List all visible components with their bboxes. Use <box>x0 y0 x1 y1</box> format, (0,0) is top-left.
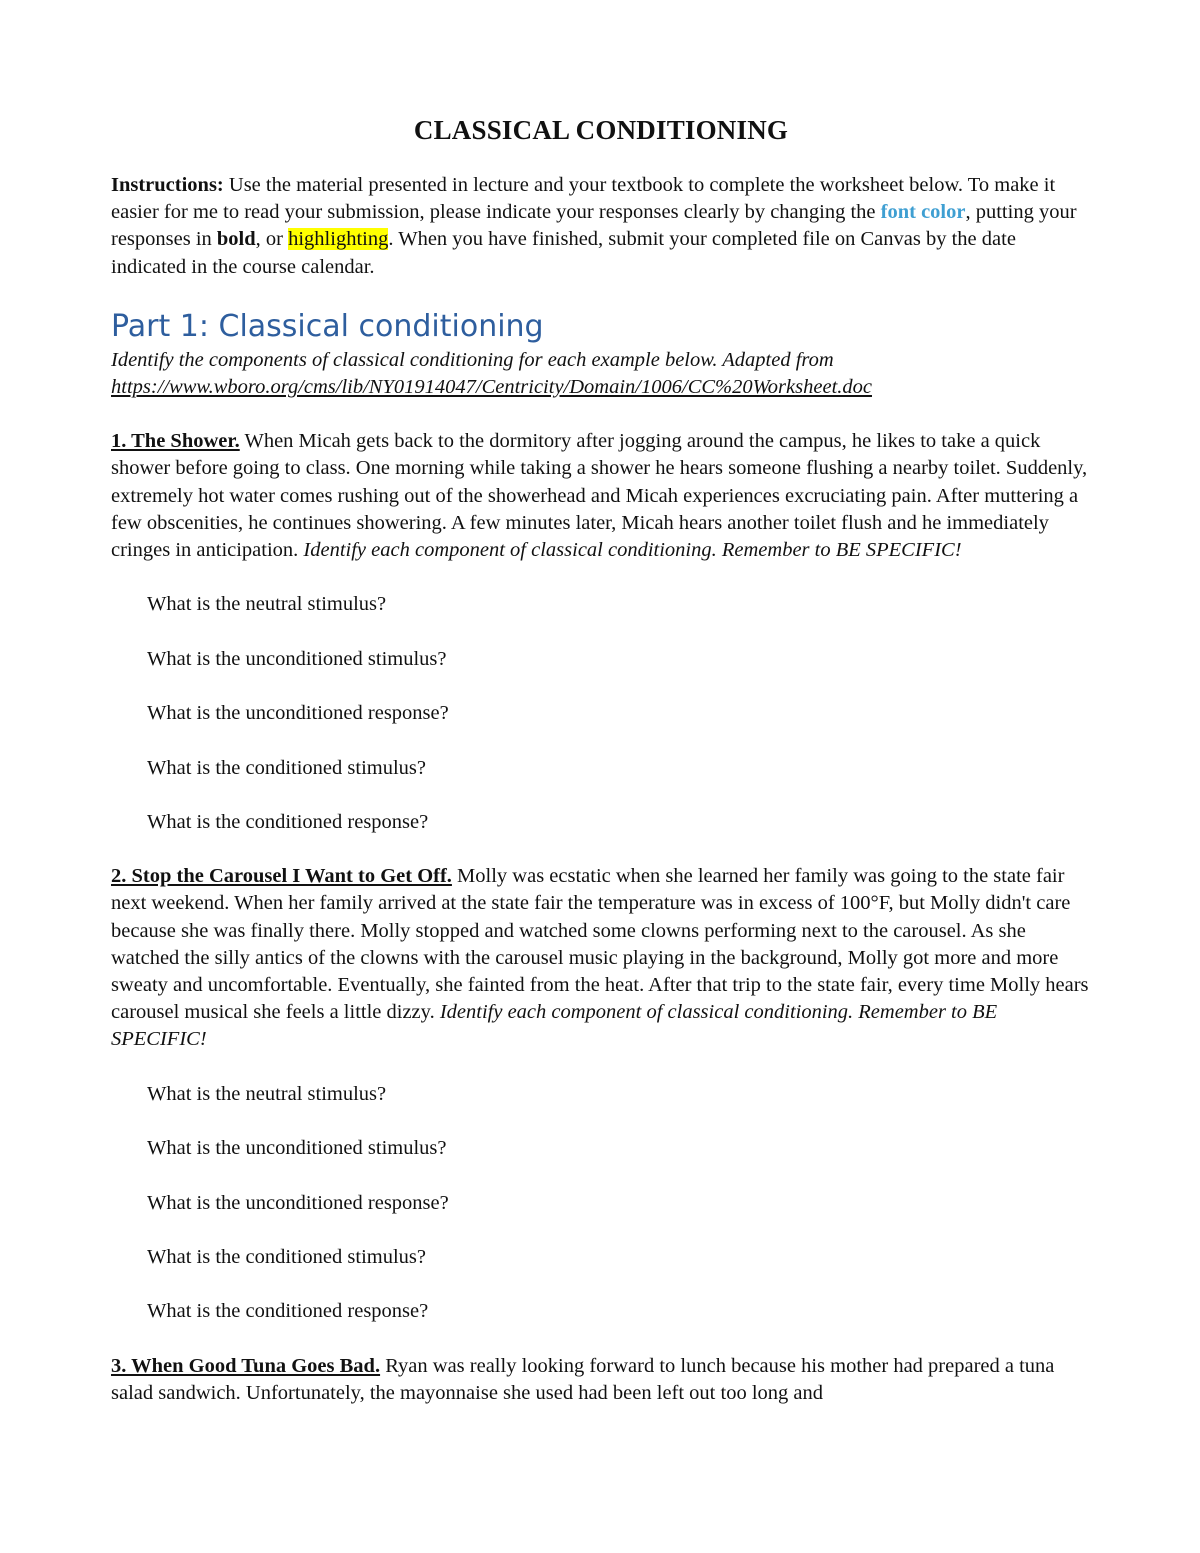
question-item: What is the conditioned response? <box>147 1300 429 1323</box>
question-item: What is the neutral stimulus? <box>147 1082 387 1105</box>
scenario-body: Ryan was really looking forward to lunch because his mother had prepared a tuna salad sandwich. Unfortunately, the mayonnaise she used had been left out too long and <box>111 1354 1055 1404</box>
scenario-title: 1. The Shower. <box>111 430 240 453</box>
part1-intro: Identify the components of classical conditioning for each example below. Adapted from <box>111 348 834 371</box>
question-item: What is the conditioned stimulus? <box>147 1245 426 1268</box>
bold-example: bold <box>216 228 256 251</box>
instructions-text: . When you have finished, submit your completed file on Canvas by the date indicated in the course calendar. <box>111 228 1016 278</box>
question-item: What is the unconditioned response? <box>147 1191 449 1214</box>
question-item: What is the conditioned response? <box>147 810 429 833</box>
instructions-label: Instructions: <box>111 174 224 196</box>
question-item: What is the conditioned stimulus? <box>147 756 426 779</box>
part1-heading: Part 1: Classical conditioning <box>111 308 544 344</box>
scenario-title: 3. When Good Tuna Goes Bad. <box>111 1354 381 1377</box>
scenario-2 <box>111 863 1091 1053</box>
question-item: What is the neutral stimulus? <box>147 593 387 616</box>
instructions-text: , putting your responses in <box>111 201 1077 251</box>
scenario-instruction: Identify each component of classical conditioning. Remember to BE SPECIFIC! <box>111 1001 998 1051</box>
source-link-line <box>111 374 1091 401</box>
instructions-text: , or <box>255 228 289 251</box>
question-item: What is the unconditioned stimulus? <box>147 647 447 670</box>
instructions-text: Use the material presented in lecture and your textbook to complete the worksheet below. To make it easier for me to read your submission, please indicate your responses clearly by changing the <box>111 174 1056 224</box>
page-title: CLASSICAL CONDITIONING <box>413 115 789 145</box>
scenario-title: 2. Stop the Carousel I Want to Get Off. <box>111 865 452 888</box>
font-color-example: font color <box>880 201 966 224</box>
question-item: What is the unconditioned stimulus? <box>147 1137 447 1160</box>
question-list <box>111 591 1091 836</box>
scenario-instruction: Identify each component of classical conditioning. Remember to BE SPECIFIC! <box>303 539 962 562</box>
highlighting-example: highlighting <box>288 228 389 251</box>
question-list <box>111 1081 1091 1326</box>
scenario-body: When Micah gets back to the dormitory after jogging around the campus, he likes to take a quick shower before going to class. One morning while taking a shower he hears someone flushing a nearby toilet. Suddenly, extremely hot water comes rushing out of the showerhead and Micah experiences excruciating pain. After muttering a few obscenities, he continues showering. A few minutes later, Micah hears another toilet flush and he immediately cringes in anticipation. <box>111 430 1088 562</box>
scenario-3 <box>111 1353 1091 1407</box>
instructions-paragraph <box>111 172 1091 281</box>
scenario-1 <box>111 428 1091 564</box>
document-page <box>111 112 1091 1407</box>
source-link[interactable]: https://www.wboro.org/cms/lib/NY01914047/Centricity/Domain/1006/CC%20Worksheet.doc <box>111 376 872 399</box>
scenario-body: Molly was ecstatic when she learned her family was going to the state fair next weekend. When her family arrived at the state fair the temperature was in excess of 100°F, but Molly didn't care because she was finally there. Molly stopped and watched some clowns performing next to the carousel. As she watched the silly antics of the clowns with the carousel music playing in the background, Molly got more and more sweaty and uncomfortable. Eventually, she fainted from the heat. After that trip to the state fair, every time Molly hears carousel musical she feels a little dizzy. <box>111 865 1089 1024</box>
question-item: What is the unconditioned response? <box>147 702 449 725</box>
